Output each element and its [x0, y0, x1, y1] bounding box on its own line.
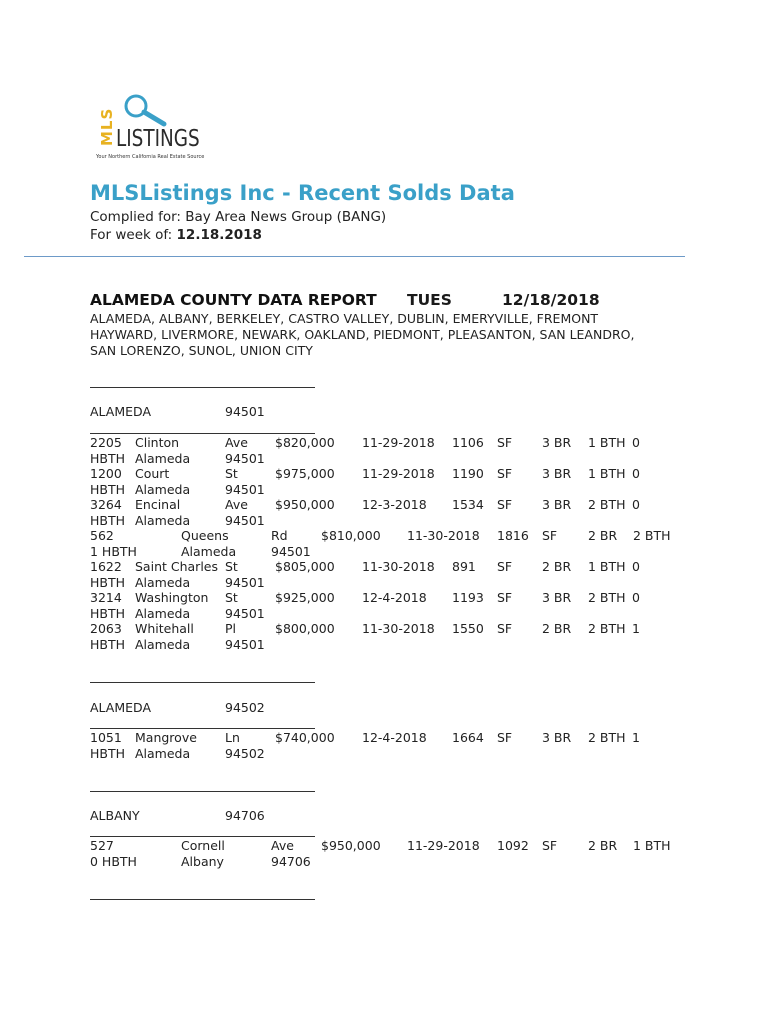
sale-price: $805,000: [275, 559, 335, 574]
sale-price: $740,000: [275, 730, 335, 745]
week-value: 12.18.2018: [176, 227, 262, 243]
compiled-for-value: Bay Area News Group (BANG): [185, 209, 387, 225]
section-zip: 94502: [225, 700, 265, 715]
listing-city: Alameda: [135, 637, 191, 652]
sale-price: $950,000: [275, 497, 335, 512]
half-bath-label: HBTH: [90, 746, 126, 761]
street-suffix: Rd: [271, 528, 288, 543]
listing-zip: 94501: [225, 482, 265, 497]
sale-date: 11-29-2018: [407, 838, 480, 853]
bathrooms: 2 BTH: [588, 621, 626, 636]
bathrooms: 2 BTH: [588, 497, 626, 512]
compiled-for-label: Complied for:: [90, 209, 181, 225]
bathrooms: 2 BTH: [588, 730, 626, 745]
sf-unit: SF: [542, 838, 558, 853]
half-baths: 0: [632, 559, 640, 574]
street-name: Whitehall: [135, 621, 194, 636]
sale-price: $925,000: [275, 590, 335, 605]
section-divider: [90, 433, 315, 434]
half-baths: 1: [632, 621, 640, 636]
report-cities: ALAMEDA, ALBANY, BERKELEY, CASTRO VALLEY, DUBLIN, EMERYVILLE, FREMONT HAYWARD, LIVERMORE, NEWARK, OAKLAND, PIEDMONT, PLEASANTON, SAN LEANDRO, SAN LORENZO, SUNOL, UNION CITY: [90, 311, 635, 358]
square-feet: 891: [452, 559, 476, 574]
sf-unit: SF: [497, 466, 513, 481]
bathrooms: 1 BTH: [633, 838, 671, 853]
square-feet: 1106: [452, 435, 484, 450]
bedrooms: 3 BR: [542, 590, 572, 605]
bathrooms: 1 BTH: [588, 559, 626, 574]
section-zip: 94706: [225, 808, 265, 823]
house-number: 3264: [90, 497, 122, 512]
section-divider: [90, 791, 315, 792]
page-title: MLSListings Inc - Recent Solds Data: [90, 181, 515, 205]
square-feet: 1664: [452, 730, 484, 745]
bedrooms: 2 BR: [588, 528, 618, 543]
bedrooms: 3 BR: [542, 466, 572, 481]
listing-zip: 94501: [225, 513, 265, 528]
street-suffix: Pl: [225, 621, 237, 636]
sf-unit: SF: [497, 621, 513, 636]
half-baths: 1 HBTH: [90, 544, 137, 559]
bathrooms: 2 BTH: [588, 590, 626, 605]
sale-date: 11-30-2018: [362, 621, 435, 636]
sale-price: $820,000: [275, 435, 335, 450]
listing-city: Alameda: [135, 513, 191, 528]
house-number: 2205: [90, 435, 122, 450]
street-suffix: St: [225, 590, 238, 605]
half-bath-label: HBTH: [90, 482, 126, 497]
sale-price: $800,000: [275, 621, 335, 636]
house-number: 562: [90, 528, 114, 543]
half-baths: 0: [632, 466, 640, 481]
house-number: 2063: [90, 621, 122, 636]
street-suffix: Ave: [225, 497, 248, 512]
sale-price: $975,000: [275, 466, 335, 481]
listing-city: Alameda: [135, 575, 191, 590]
bathrooms: 2 BTH: [633, 528, 671, 543]
section-city: ALAMEDA: [90, 700, 151, 715]
street-name: Cornell: [181, 838, 225, 853]
half-baths: 0: [632, 590, 640, 605]
logo-tagline: Your Northern California Real Estate Source: [96, 154, 205, 160]
sf-unit: SF: [497, 730, 513, 745]
sale-date: 12-4-2018: [362, 730, 427, 745]
sf-unit: SF: [497, 435, 513, 450]
house-number: 1622: [90, 559, 122, 574]
listing-city: Alameda: [135, 606, 191, 621]
sale-price: $810,000: [321, 528, 381, 543]
sale-date: 12-3-2018: [362, 497, 427, 512]
listing-city: Alameda: [181, 544, 237, 559]
report-date: 12/18/2018: [502, 291, 600, 309]
square-feet: 1816: [497, 528, 529, 543]
section-divider: [90, 728, 315, 729]
house-number: 527: [90, 838, 114, 853]
listing-city: Alameda: [135, 451, 191, 466]
listing-zip: 94706: [271, 854, 311, 869]
sale-date: 12-4-2018: [362, 590, 427, 605]
street-suffix: Ave: [225, 435, 248, 450]
bathrooms: 1 BTH: [588, 435, 626, 450]
sale-price: $950,000: [321, 838, 381, 853]
street-suffix: St: [225, 559, 238, 574]
mlslistings-logo: [96, 92, 226, 167]
listing-zip: 94502: [225, 746, 265, 761]
section-divider: [90, 899, 315, 900]
street-name: Court: [135, 466, 170, 481]
sf-unit: SF: [497, 559, 513, 574]
sale-date: 11-30-2018: [407, 528, 480, 543]
street-name: Mangrove: [135, 730, 197, 745]
half-bath-label: HBTH: [90, 575, 126, 590]
street-name: Encinal: [135, 497, 181, 512]
bedrooms: 3 BR: [542, 497, 572, 512]
square-feet: 1190: [452, 466, 484, 481]
section-divider: [90, 387, 315, 388]
report-day: TUES: [407, 291, 452, 309]
sf-unit: SF: [497, 590, 513, 605]
listing-zip: 94501: [225, 637, 265, 652]
square-feet: 1193: [452, 590, 484, 605]
half-bath-label: HBTH: [90, 451, 126, 466]
listing-zip: 94501: [271, 544, 311, 559]
listing-zip: 94501: [225, 606, 265, 621]
bedrooms: 3 BR: [542, 730, 572, 745]
listing-city: Albany: [181, 854, 224, 869]
sf-unit: SF: [542, 528, 558, 543]
section-divider: [90, 682, 315, 683]
listing-city: Alameda: [135, 746, 191, 761]
street-suffix: St: [225, 466, 238, 481]
sale-date: 11-30-2018: [362, 559, 435, 574]
street-name: Washington: [135, 590, 209, 605]
bedrooms: 2 BR: [542, 621, 572, 636]
half-bath-label: HBTH: [90, 606, 126, 621]
section-divider: [90, 836, 315, 837]
sale-date: 11-29-2018: [362, 466, 435, 481]
compiled-for-line: [90, 209, 386, 225]
street-name: Saint Charles: [135, 559, 218, 574]
section-city: ALBANY: [90, 808, 140, 823]
street-name: Clinton: [135, 435, 180, 450]
section-city: ALAMEDA: [90, 404, 151, 419]
section-zip: 94501: [225, 404, 265, 419]
half-baths: 0 HBTH: [90, 854, 137, 869]
square-feet: 1534: [452, 497, 484, 512]
listing-zip: 94501: [225, 451, 265, 466]
street-suffix: Ave: [271, 838, 294, 853]
report-title: ALAMEDA COUNTY DATA REPORT: [90, 291, 377, 309]
sale-date: 11-29-2018: [362, 435, 435, 450]
header-divider: [24, 256, 685, 257]
week-label: For week of:: [90, 227, 173, 243]
sf-unit: SF: [497, 497, 513, 512]
half-baths: 0: [632, 497, 640, 512]
square-feet: 1092: [497, 838, 529, 853]
bedrooms: 2 BR: [542, 559, 572, 574]
bathrooms: 1 BTH: [588, 466, 626, 481]
street-suffix: Ln: [225, 730, 240, 745]
bedrooms: 3 BR: [542, 435, 572, 450]
half-baths: 0: [632, 435, 640, 450]
house-number: 1200: [90, 466, 122, 481]
half-bath-label: HBTH: [90, 513, 126, 528]
listing-city: Alameda: [135, 482, 191, 497]
street-name: Queens: [181, 528, 229, 543]
listing-zip: 94501: [225, 575, 265, 590]
logo-mls-text: MLS: [98, 107, 116, 146]
logo-listings-text: LISTINGS: [116, 126, 200, 152]
half-bath-label: HBTH: [90, 637, 126, 652]
house-number: 1051: [90, 730, 122, 745]
bedrooms: 2 BR: [588, 838, 618, 853]
half-baths: 1: [632, 730, 640, 745]
square-feet: 1550: [452, 621, 484, 636]
house-number: 3214: [90, 590, 122, 605]
week-line: [90, 227, 262, 243]
